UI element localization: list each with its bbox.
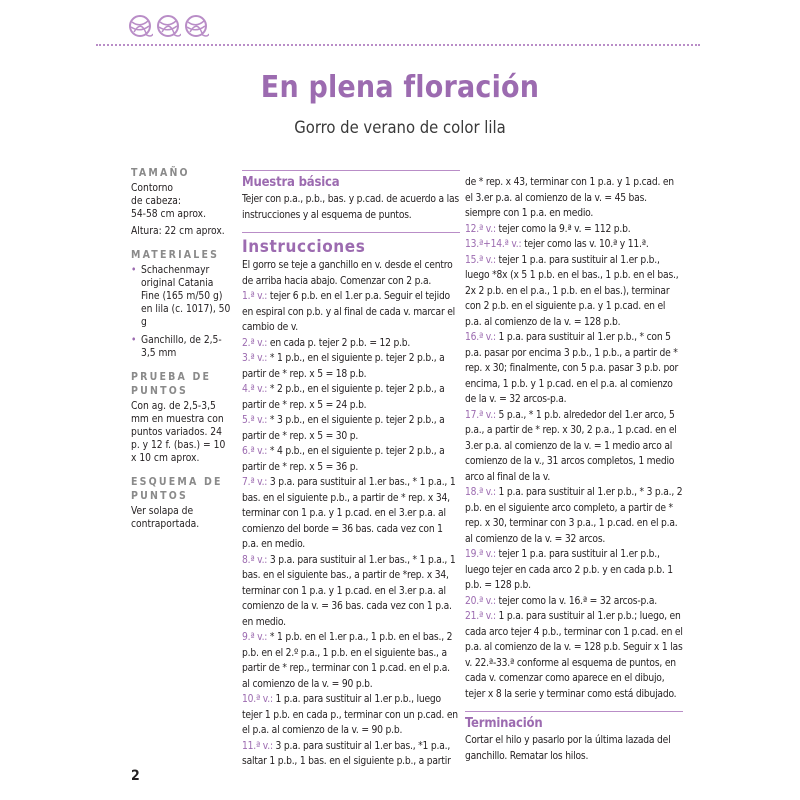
- round-label: 19.ª v.:: [465, 549, 496, 560]
- round-text: * 1 p.b., en el siguiente p. tejer 2 p.b., a partir de * rep. x 5 = 18 p.b.: [242, 353, 445, 380]
- gauge-section: [131, 370, 231, 465]
- round-label: 18.ª v.:: [465, 487, 496, 498]
- round-instruction: [242, 336, 460, 352]
- yarn-ball-icon: [127, 14, 153, 40]
- round-instruction: [242, 413, 460, 444]
- chart-section: [131, 475, 231, 531]
- instructions-column: [242, 170, 460, 770]
- round-text: 1 p.a. para sustituir al 1.er p.b.; luego, en cada arco tejer 4 p.b., terminar con 1 p.cad. en el p.a. al comienzo de la v. = 128 p.b. Seguir x 1 las v. 22.ª-33.ª conforme al esquema de puntos, en cada v. comenzar como aparece en el dibujo, tejer x 8 la serie y terminar como está dibujado.: [465, 611, 683, 700]
- round-text: 1 p.a. para sustituir al 1.er p.b., * 3 p.a., 2 p.b. en el siguiente arco completo, a partir de * rep. x 30, terminar con 3 p.a., 1 p.cad. en el p.a. al comienzo de la v. = 32 arcos.: [465, 487, 683, 545]
- page-subtitle: Gorro de verano de color lila: [294, 118, 506, 137]
- continuation-text: de * rep. x 43, terminar con 1 p.a. y 1 p.cad. en el 3.er p.a. al comienzo de la v. = 45 bas. siempre con 1 p.a. en medio.: [465, 177, 674, 219]
- round-text: 3 p.a. para sustituir al 1.er bas., * 1 p.a., 1 bas. en el siguiente bas., a partir de *rep. x 34, terminar con 1 p.a. y 1 p.cad. en el 3.er p.a. al comienzo de la v. = 36 bas. cada vez con 1 p.a. en medio.: [242, 554, 456, 628]
- round-label: 10.ª v.:: [242, 694, 273, 705]
- basic-stitch-text: Tejer con p.a., p.b., bas. y p.cad. de acuerdo a las instrucciones y al esquema de puntos.: [242, 194, 459, 221]
- round-label: 1.ª v.:: [242, 291, 268, 302]
- round-instruction: [242, 351, 460, 382]
- round-text: tejer como la v. 16.ª = 32 arcos-p.a.: [495, 595, 657, 607]
- page-title: En plena floración: [260, 70, 540, 105]
- chart-heading: ESQUEMA DE PUNTOS: [131, 476, 223, 502]
- instructions-intro: El gorro se teje a ganchillo en v. desde el centro de arriba hacia abajo. Comenzar con 2 p.a.: [242, 260, 453, 287]
- yarn-ball-icon: [183, 14, 209, 40]
- round-text: 1 p.a. para sustituir al 1.er p.b., * con 5 p.a. pasar por encima 3 p.b., 1 p.b., a partir de * rep. x 30; finalmente, con 5 p.a. pasar 3 p.b. por encima, 1 p.b. y 1 p.cad. en el p.a. al comienzo de la v. = 32 arcos-p.a.: [465, 332, 679, 405]
- round-instruction: [465, 609, 683, 702]
- round-text: tejer como las v. 10.ª y 11.ª.: [521, 239, 649, 250]
- round-text: * 1 p.b. en el 1.er p.a., 1 p.b. en el bas., 2 p.b. en el 2.º p.a., 1 p.b. en el siguiente bas., a partir de * rep., terminar con 1 p.cad. en el p.a. al comienzo de la v. = 90 p.b.: [242, 632, 453, 690]
- gauge-text: Con ag. de 2,5-3,5 mm en muestra con puntos variados. 24 p. y 12 f. (bas.) = 10 x 10 cm aprox.: [131, 401, 226, 464]
- round-instruction: [465, 222, 683, 238]
- round-text: tejer 1 p.a. para sustituir al 1.er p.b., luego *8x (x 5 1 p.b. en el bas., 1 p.b. en el bas., 2x 2 p.b. en el p.a., 1 p.b. en el bas.), terminar con 2 p.b. en el siguiente p.a. y 1 p.cad. en el p.a. al comienzo de la v. = 128 p.b.: [465, 254, 679, 328]
- round-instruction: [242, 739, 460, 770]
- round-instruction: [465, 485, 683, 547]
- size-heading: TAMAÑO: [131, 167, 190, 179]
- round-instruction: [242, 289, 460, 336]
- round-instruction: [465, 237, 683, 253]
- instructions-heading: Instrucciones: [242, 237, 366, 257]
- round-instruction: [242, 475, 460, 553]
- round-label: 13.ª+14.ª v.:: [465, 239, 522, 250]
- instructions-continued-column: [465, 175, 683, 764]
- yarn-ball-icon: [155, 14, 181, 40]
- round-text: * 2 p.b., en el siguiente p. tejer 2 p.b., a partir de * rep. x 5 = 24 p.b.: [242, 384, 445, 411]
- size-line: de cabeza:: [131, 196, 182, 207]
- chart-text: Ver solapa de contraportada.: [131, 506, 200, 530]
- gauge-heading: PRUEBA DE PUNTOS: [131, 371, 212, 397]
- round-label: 11.ª v.:: [242, 740, 273, 752]
- round-text: 3 p.a. para sustituir al 1.er bas., * 1 p.a., 1 bas. en el siguiente p.b., a partir de * rep. x 34, terminar con 1 p.a. y 1 p.cad. en el 3.er p.a. al comienzo del borde = 36 bas. cada vez con 1 p.a. en medio.: [242, 477, 456, 550]
- round-label: 5.ª v.:: [242, 415, 268, 426]
- round-label: 4.ª v.:: [242, 384, 268, 395]
- round-text: en cada p. tejer 2 p.b. = 12 p.b.: [267, 337, 411, 349]
- round-label: 9.ª v.:: [242, 632, 268, 643]
- round-text: tejer 1 p.a. para sustituir al 1.er p.b., luego tejer en cada arco 2 p.b. y en cada p.b. 1 p.b. = 128 p.b.: [465, 549, 673, 591]
- round-instruction: [242, 444, 460, 475]
- round-label: 21.ª v.:: [465, 611, 496, 622]
- round-text: tejer 6 p.b. en el 1.er p.a. Seguir el tejido en espiral con p.b. y al final de cada v. marcar el cambio de v.: [242, 291, 456, 333]
- materials-heading: MATERIALES: [131, 249, 220, 261]
- round-label: 6.ª v.:: [242, 446, 268, 457]
- round-text: 5 p.a., * 1 p.b. alrededor del 1.er arco, 5 p.a., a partir de * rep. x 30, 2 p.a., 1 p.cad. en el 3.er p.a. al comienzo de la v. = 1 medio arco al comienzo de la v., 31 arcos completos, 1 medio arco al final de la v.: [465, 409, 677, 483]
- finishing-text: Cortar el hilo y pasarlo por la última lazada del ganchillo. Rematar los hilos.: [465, 735, 671, 762]
- round-instruction: [242, 630, 460, 692]
- header-divider: [96, 44, 700, 46]
- round-label: 12.ª v.:: [465, 223, 496, 235]
- round-text: 3 p.a. para sustituir al 1.er bas., *1 p.a., saltar 1 p.b., 1 bas. en el siguiente p.b., a partir: [242, 740, 451, 767]
- round-label: 8.ª v.:: [242, 554, 268, 566]
- size-line: Contorno: [131, 183, 174, 194]
- round-instruction: [465, 547, 683, 594]
- round-instruction: [242, 382, 460, 413]
- round-instruction: [242, 692, 460, 739]
- round-instruction: [465, 408, 683, 486]
- round-instruction: [465, 330, 683, 408]
- round-instruction: [242, 553, 460, 631]
- round-text: * 4 p.b., en el siguiente p. tejer 2 p.b., a partir de * rep. x 5 = 36 p.: [242, 446, 445, 473]
- size-line: 54-58 cm aprox.: [131, 209, 207, 220]
- round-label: 15.ª v.:: [465, 254, 496, 266]
- round-label: 20.ª v.:: [465, 595, 496, 607]
- round-label: 3.ª v.:: [242, 353, 268, 364]
- materials-item: • Schachenmayr original Catania Fine (165 m/50 g) en lila (c. 1017), 50 g: [131, 264, 231, 329]
- height-text: Altura: 22 cm aprox.: [131, 226, 225, 237]
- round-label: 2.ª v.:: [242, 337, 268, 349]
- section-rule: [242, 170, 460, 171]
- finishing-heading: Terminación: [465, 716, 543, 731]
- round-label: 17.ª v.:: [465, 409, 496, 421]
- round-instruction: [465, 594, 683, 610]
- round-text: tejer como la 9.ª v. = 112 p.b.: [495, 223, 631, 235]
- materials-item: • Ganchillo, de 2,5-3,5 mm: [131, 334, 231, 360]
- round-list: [242, 289, 460, 770]
- round-text: * 3 p.b., en el siguiente p. tejer 2 p.b., a partir de * rep. x 5 = 30 p.: [242, 415, 445, 442]
- round-label: 7.ª v.:: [242, 477, 268, 488]
- materials-section: [131, 248, 231, 360]
- round-label: 16.ª v.:: [465, 332, 496, 343]
- page-number: 2: [131, 768, 140, 784]
- round-text: 1 p.a. para sustituir al 1.er p.b., luego tejer 1 p.b. en cada p., terminar con un p.cad. en el p.a. al comienzo de la v. = 90 p.b.: [242, 694, 458, 736]
- section-rule: [465, 711, 683, 712]
- size-section: [131, 166, 231, 238]
- section-rule: [242, 232, 460, 233]
- round-list: [465, 222, 683, 703]
- basic-stitch-heading: Muestra básica: [242, 175, 340, 190]
- round-instruction: [465, 253, 683, 331]
- sidebar: [131, 166, 231, 541]
